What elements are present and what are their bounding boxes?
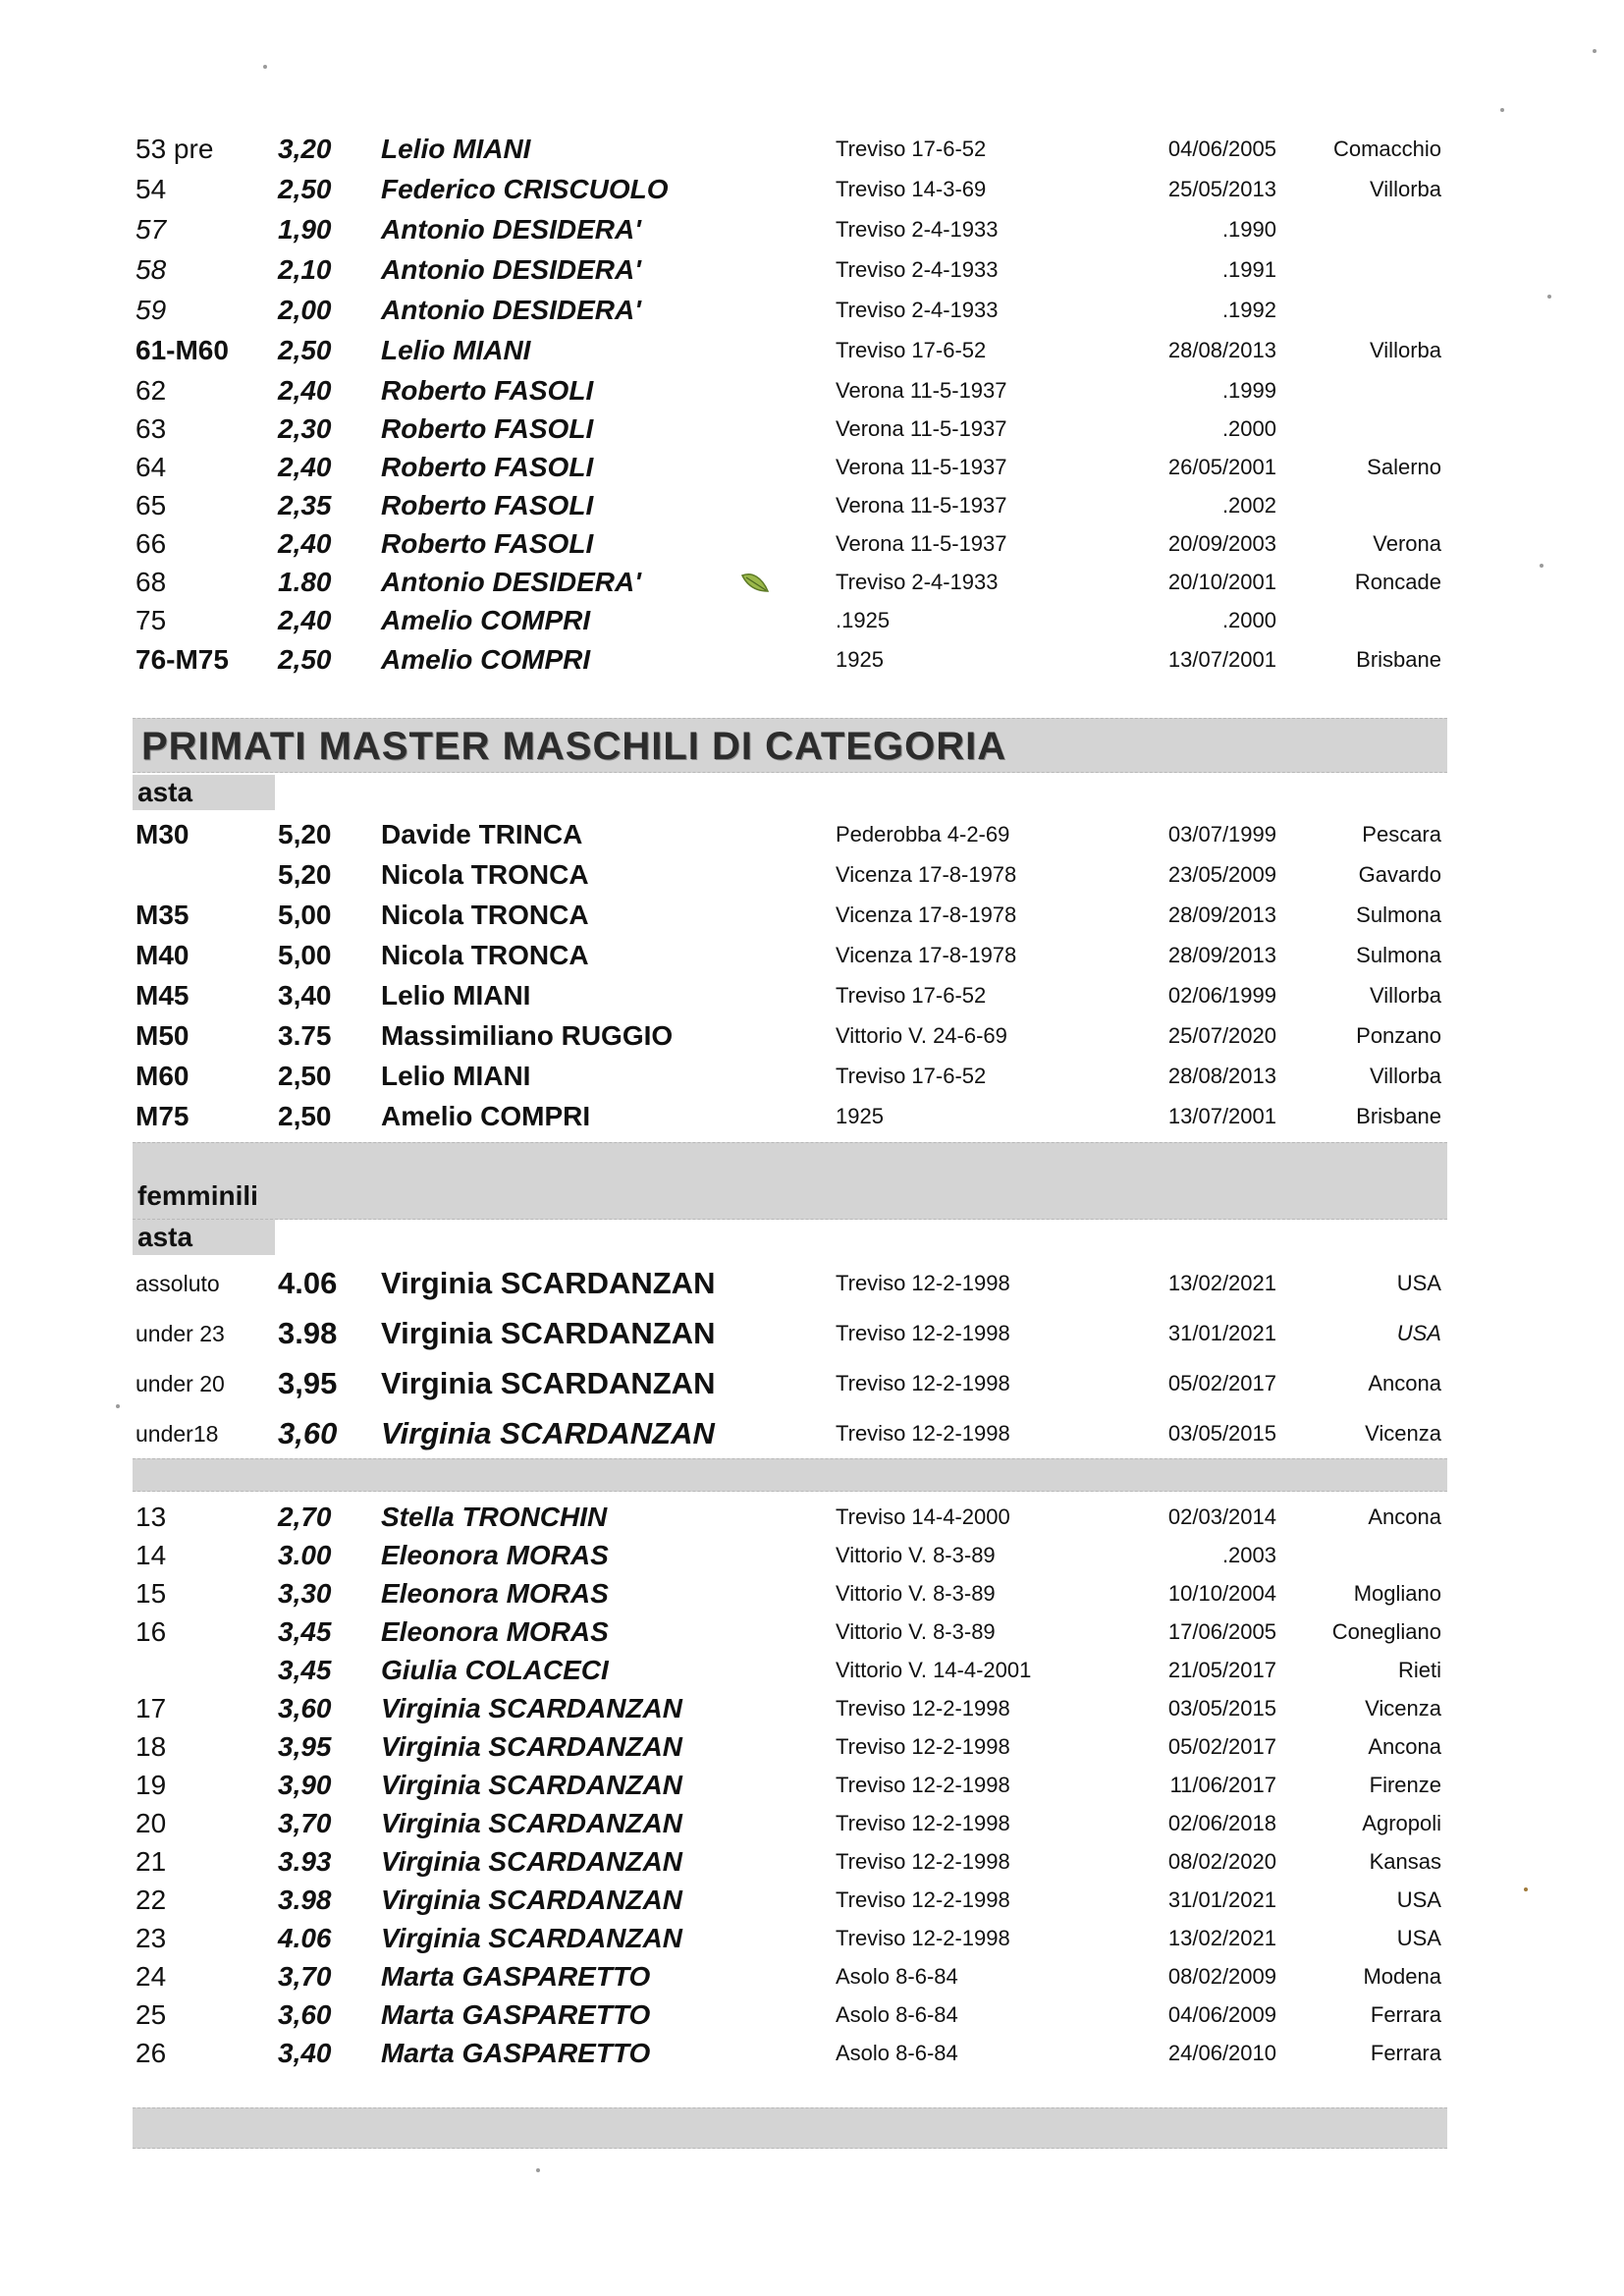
athlete-cell: Virginia SCARDANZAN xyxy=(381,1266,716,1300)
scan-speck xyxy=(1540,564,1543,568)
age-cell: under 23 xyxy=(135,1321,225,1346)
athlete-cell: Eleonora MORAS xyxy=(381,1578,609,1609)
birth-cell: 1925 xyxy=(836,647,884,672)
birth-cell: Treviso 14-4-2000 xyxy=(836,1504,1010,1529)
age-cell: 57 xyxy=(135,214,167,245)
date-cell: 25/07/2020 xyxy=(1167,1023,1276,1048)
category-label-asta-women: asta xyxy=(133,1220,275,1255)
scan-speck xyxy=(263,65,267,69)
place-cell: Ancona xyxy=(1368,1371,1441,1395)
age-cell: M45 xyxy=(135,980,189,1011)
date-cell: 13/07/2001 xyxy=(1167,1104,1276,1128)
measure-cell: 3,70 xyxy=(278,1961,332,1992)
birth-cell: Treviso 12-2-1998 xyxy=(836,1271,1010,1295)
age-cell: under18 xyxy=(135,1421,219,1447)
date-cell: 04/06/2005 xyxy=(1167,137,1276,161)
birth-cell: Asolo 8-6-84 xyxy=(836,2002,958,2027)
measure-cell: 2,10 xyxy=(278,254,332,285)
table-row xyxy=(0,1653,1624,1688)
place-cell: Ancona xyxy=(1368,1734,1441,1759)
date-cell: 02/06/2018 xyxy=(1167,1811,1276,1835)
athlete-cell: Nicola TRONCA xyxy=(381,859,589,890)
birth-cell: Treviso 12-2-1998 xyxy=(836,1371,1010,1395)
athlete-cell: Roberto FASOLI xyxy=(381,375,594,406)
age-cell: 13 xyxy=(135,1502,167,1532)
table-row xyxy=(0,1997,1624,2033)
age-cell: 15 xyxy=(135,1578,167,1609)
age-cell: M50 xyxy=(135,1020,189,1051)
table-row xyxy=(0,1500,1624,1535)
athlete-cell: Antonio DESIDERA' xyxy=(381,567,641,597)
place-cell: Modena xyxy=(1363,1964,1441,1989)
athlete-cell: Eleonora MORAS xyxy=(381,1616,609,1647)
birth-cell: .1925 xyxy=(836,608,891,632)
age-cell: 75 xyxy=(135,605,167,635)
birth-cell: Treviso 17-6-52 xyxy=(836,137,987,161)
date-cell: .2003 xyxy=(1221,1543,1276,1567)
table-row xyxy=(0,1316,1624,1351)
age-cell: 76-M75 xyxy=(135,644,229,675)
date-cell: 08/02/2009 xyxy=(1167,1964,1276,1989)
measure-cell: 3,70 xyxy=(278,1808,332,1838)
date-cell: 13/07/2001 xyxy=(1167,647,1276,672)
date-cell: .2000 xyxy=(1221,608,1276,632)
place-cell: Kansas xyxy=(1369,1849,1441,1874)
table-row xyxy=(0,1883,1624,1918)
category-label-femminili: femminili xyxy=(137,1180,258,1211)
athlete-cell: Virginia SCARDANZAN xyxy=(381,1770,682,1800)
place-cell: Sulmona xyxy=(1356,943,1441,967)
table-row xyxy=(0,1614,1624,1650)
athlete-cell: Antonio DESIDERA' xyxy=(381,214,641,245)
athlete-cell: Marta GASPARETTO xyxy=(381,1961,651,1992)
place-cell: Gavardo xyxy=(1358,862,1441,887)
age-cell: M75 xyxy=(135,1101,189,1131)
birth-cell: Pederobba 4-2-69 xyxy=(836,822,1010,847)
birth-cell: Treviso 12-2-1998 xyxy=(836,1926,1010,1950)
date-cell: 02/03/2014 xyxy=(1167,1504,1276,1529)
birth-cell: 1925 xyxy=(836,1104,884,1128)
place-cell: Verona xyxy=(1373,531,1441,556)
place-cell: Comacchio xyxy=(1332,137,1441,161)
scan-speck xyxy=(536,2168,540,2172)
category-label-asta: asta xyxy=(133,775,275,810)
athlete-cell: Virginia SCARDANZAN xyxy=(381,1316,716,1350)
measure-cell: 5,20 xyxy=(278,819,332,849)
table-row xyxy=(0,212,1624,247)
date-cell: 24/06/2010 xyxy=(1167,2041,1276,2065)
athlete-cell: Roberto FASOLI xyxy=(381,413,594,444)
table-row xyxy=(0,978,1624,1013)
measure-cell: 2,35 xyxy=(278,490,332,520)
measure-cell: 2,40 xyxy=(278,528,332,559)
date-cell: 28/09/2013 xyxy=(1167,902,1276,927)
measure-cell: 3.93 xyxy=(278,1846,332,1877)
birth-cell: Vicenza 17-8-1978 xyxy=(836,862,1017,887)
measure-cell: 4.06 xyxy=(278,1266,338,1300)
athlete-cell: Lelio MIANI xyxy=(381,980,531,1011)
measure-cell: 2,30 xyxy=(278,413,332,444)
age-cell: 25 xyxy=(135,1999,167,2030)
age-cell: 17 xyxy=(135,1693,167,1723)
birth-cell: Vittorio V. 24-6-69 xyxy=(836,1023,1007,1048)
athlete-cell: Lelio MIANI xyxy=(381,1061,531,1091)
table-row xyxy=(0,373,1624,409)
measure-cell: 3,90 xyxy=(278,1770,332,1800)
age-cell: 63 xyxy=(135,413,167,444)
age-cell: 62 xyxy=(135,375,167,406)
age-cell: 23 xyxy=(135,1923,167,1953)
place-cell: Ancona xyxy=(1368,1504,1441,1529)
date-cell: 17/06/2005 xyxy=(1167,1619,1276,1644)
birth-cell: Treviso 12-2-1998 xyxy=(836,1811,1010,1835)
measure-cell: 3,45 xyxy=(278,1616,332,1647)
birth-cell: Treviso 12-2-1998 xyxy=(836,1849,1010,1874)
place-cell: Mogliano xyxy=(1353,1581,1441,1606)
athlete-cell: Virginia SCARDANZAN xyxy=(381,1731,682,1762)
athlete-cell: Virginia SCARDANZAN xyxy=(381,1885,682,1915)
birth-cell: Treviso 17-6-52 xyxy=(836,338,987,362)
athlete-cell: Roberto FASOLI xyxy=(381,490,594,520)
scan-speck xyxy=(1500,108,1504,112)
place-cell: Roncade xyxy=(1354,570,1441,594)
birth-cell: Treviso 17-6-52 xyxy=(836,983,987,1008)
athlete-cell: Virginia SCARDANZAN xyxy=(381,1846,682,1877)
place-cell: Sulmona xyxy=(1356,902,1441,927)
date-cell: 03/05/2015 xyxy=(1167,1696,1276,1721)
birth-cell: Treviso 12-2-1998 xyxy=(836,1696,1010,1721)
measure-cell: 3.00 xyxy=(278,1540,332,1570)
age-cell: 54 xyxy=(135,174,167,204)
table-row xyxy=(0,2036,1624,2071)
table-row xyxy=(0,132,1624,167)
table-row xyxy=(0,252,1624,288)
date-cell: .1991 xyxy=(1221,257,1276,282)
measure-cell: 2,00 xyxy=(278,295,332,325)
birth-cell: Treviso 12-2-1998 xyxy=(836,1773,1010,1797)
athlete-cell: Virginia SCARDANZAN xyxy=(381,1366,716,1400)
age-cell: 64 xyxy=(135,452,167,482)
scan-speck xyxy=(1593,49,1597,53)
place-cell: Vicenza xyxy=(1365,1421,1441,1446)
place-cell: Conegliano xyxy=(1331,1619,1441,1644)
athlete-cell: Eleonora MORAS xyxy=(381,1540,609,1570)
table-row xyxy=(0,1729,1624,1765)
athlete-cell: Roberto FASOLI xyxy=(381,452,594,482)
place-cell: Agropoli xyxy=(1362,1811,1441,1835)
measure-cell: 3.75 xyxy=(278,1020,332,1051)
athlete-cell: Marta GASPARETTO xyxy=(381,1999,651,2030)
birth-cell: Treviso 17-6-52 xyxy=(836,1064,987,1088)
athlete-cell: Davide TRINCA xyxy=(381,819,583,849)
table-row xyxy=(0,1921,1624,1956)
measure-cell: 2,40 xyxy=(278,605,332,635)
birth-cell: Treviso 12-2-1998 xyxy=(836,1887,1010,1912)
measure-cell: 2,40 xyxy=(278,452,332,482)
athlete-cell: Antonio DESIDERA' xyxy=(381,295,641,325)
age-cell: 59 xyxy=(135,295,167,325)
table-row xyxy=(0,642,1624,678)
place-cell: Pescara xyxy=(1362,822,1441,847)
athlete-cell: Lelio MIANI xyxy=(381,134,531,164)
measure-cell: 3,60 xyxy=(278,1999,332,2030)
date-cell: 08/02/2020 xyxy=(1167,1849,1276,1874)
scan-speck xyxy=(1524,1887,1528,1891)
age-cell: 20 xyxy=(135,1808,167,1838)
date-cell: 05/02/2017 xyxy=(1167,1371,1276,1395)
date-cell: 04/06/2009 xyxy=(1167,2002,1276,2027)
bottom-band xyxy=(133,2107,1447,2149)
date-cell: .2000 xyxy=(1221,416,1276,441)
measure-cell: 2,50 xyxy=(278,1101,332,1131)
measure-cell: 5,00 xyxy=(278,940,332,970)
date-cell: 21/05/2017 xyxy=(1167,1658,1276,1682)
athlete-cell: Nicola TRONCA xyxy=(381,900,589,930)
separator-band xyxy=(133,1458,1447,1492)
table-row xyxy=(0,1266,1624,1301)
date-cell: 13/02/2021 xyxy=(1167,1926,1276,1950)
table-row xyxy=(0,603,1624,638)
place-cell: Villorba xyxy=(1370,338,1441,362)
age-cell: 16 xyxy=(135,1616,167,1647)
date-cell: 25/05/2013 xyxy=(1167,177,1276,201)
scan-speck xyxy=(116,1404,120,1408)
measure-cell: 1.80 xyxy=(278,567,332,597)
age-cell: M40 xyxy=(135,940,189,970)
measure-cell: 2,50 xyxy=(278,335,332,365)
age-cell: 22 xyxy=(135,1885,167,1915)
athlete-cell: Amelio COMPRI xyxy=(381,605,591,635)
date-cell: .2002 xyxy=(1221,493,1276,518)
athlete-cell: Amelio COMPRI xyxy=(381,644,591,675)
age-cell: 61-M60 xyxy=(135,335,229,365)
date-cell: 28/08/2013 xyxy=(1167,1064,1276,1088)
measure-cell: 1,90 xyxy=(278,214,332,245)
scan-speck xyxy=(1547,295,1551,299)
age-cell: 14 xyxy=(135,1540,167,1570)
age-cell: under 20 xyxy=(135,1371,225,1396)
athlete-cell: Nicola TRONCA xyxy=(381,940,589,970)
athlete-cell: Antonio DESIDERA' xyxy=(381,254,641,285)
measure-cell: 3,20 xyxy=(278,134,332,164)
date-cell: 23/05/2009 xyxy=(1167,862,1276,887)
table-row xyxy=(0,488,1624,523)
measure-cell: 3,60 xyxy=(278,1693,332,1723)
athlete-cell: Federico CRISCUOLO xyxy=(381,174,669,204)
birth-cell: Verona 11-5-1937 xyxy=(836,531,1007,556)
place-cell: Ponzano xyxy=(1356,1023,1441,1048)
birth-cell: Verona 11-5-1937 xyxy=(836,493,1007,518)
date-cell: 05/02/2017 xyxy=(1167,1734,1276,1759)
date-cell: .1990 xyxy=(1221,217,1276,242)
birth-cell: Vicenza 17-8-1978 xyxy=(836,943,1017,967)
place-cell: Ferrara xyxy=(1370,2002,1441,2027)
age-cell: 66 xyxy=(135,528,167,559)
date-cell: 26/05/2001 xyxy=(1167,455,1276,479)
age-cell: 21 xyxy=(135,1846,167,1877)
place-cell: Ferrara xyxy=(1370,2041,1441,2065)
athlete-cell: Roberto FASOLI xyxy=(381,528,594,559)
athlete-cell: Virginia SCARDANZAN xyxy=(381,1693,682,1723)
birth-cell: Treviso 12-2-1998 xyxy=(836,1421,1010,1446)
age-cell: 24 xyxy=(135,1961,167,1992)
table-row xyxy=(0,450,1624,485)
measure-cell: 2,50 xyxy=(278,644,332,675)
leaf-icon xyxy=(738,568,774,597)
age-cell: 68 xyxy=(135,567,167,597)
table-row xyxy=(0,172,1624,207)
measure-cell: 5,20 xyxy=(278,859,332,890)
measure-cell: 3,30 xyxy=(278,1578,332,1609)
birth-cell: Vicenza 17-8-1978 xyxy=(836,902,1017,927)
place-cell: USA xyxy=(1396,1321,1441,1345)
date-cell: 11/06/2017 xyxy=(1169,1773,1276,1797)
measure-cell: 3,40 xyxy=(278,2038,332,2068)
birth-cell: Vittorio V. 8-3-89 xyxy=(836,1543,996,1567)
place-cell: Villorba xyxy=(1370,1064,1441,1088)
table-row xyxy=(0,1959,1624,1995)
measure-cell: 3,60 xyxy=(278,1416,338,1450)
date-cell: 31/01/2021 xyxy=(1167,1887,1276,1912)
table-row xyxy=(0,938,1624,973)
athlete-cell: Amelio COMPRI xyxy=(381,1101,591,1131)
athlete-cell: Lelio MIANI xyxy=(381,335,531,365)
date-cell: .1999 xyxy=(1221,378,1276,403)
table-row xyxy=(0,1576,1624,1612)
age-cell: 65 xyxy=(135,490,167,520)
age-cell: 58 xyxy=(135,254,167,285)
date-cell: .1992 xyxy=(1221,298,1276,322)
birth-cell: Vittorio V. 14-4-2001 xyxy=(836,1658,1032,1682)
age-cell: M35 xyxy=(135,900,189,930)
measure-cell: 2,50 xyxy=(278,174,332,204)
table-row xyxy=(0,1538,1624,1573)
place-cell: Firenze xyxy=(1369,1773,1441,1797)
athlete-cell: Virginia SCARDANZAN xyxy=(381,1923,682,1953)
table-row xyxy=(0,1806,1624,1841)
table-row xyxy=(0,411,1624,447)
table-row xyxy=(0,1018,1624,1054)
measure-cell: 3,95 xyxy=(278,1731,332,1762)
age-cell: 19 xyxy=(135,1770,167,1800)
place-cell: USA xyxy=(1396,1926,1441,1950)
athlete-cell: Virginia SCARDANZAN xyxy=(381,1808,682,1838)
table-row xyxy=(0,293,1624,328)
birth-cell: Treviso 2-4-1933 xyxy=(836,257,999,282)
table-row xyxy=(0,1768,1624,1803)
measure-cell: 3.98 xyxy=(278,1885,332,1915)
place-cell: Villorba xyxy=(1370,983,1441,1008)
measure-cell: 3,40 xyxy=(278,980,332,1011)
place-cell: Vicenza xyxy=(1365,1696,1441,1721)
athlete-cell: Marta GASPARETTO xyxy=(381,2038,651,2068)
measure-cell: 2,70 xyxy=(278,1502,332,1532)
place-cell: USA xyxy=(1396,1887,1441,1912)
measure-cell: 2,40 xyxy=(278,375,332,406)
measure-cell: 3,95 xyxy=(278,1366,338,1400)
table-row xyxy=(0,1691,1624,1726)
measure-cell: 3.98 xyxy=(278,1316,338,1350)
age-cell: 26 xyxy=(135,2038,167,2068)
date-cell: 20/09/2003 xyxy=(1167,531,1276,556)
date-cell: 10/10/2004 xyxy=(1167,1581,1276,1606)
birth-cell: Treviso 2-4-1933 xyxy=(836,298,999,322)
date-cell: 28/09/2013 xyxy=(1167,943,1276,967)
table-row xyxy=(0,1059,1624,1094)
table-row xyxy=(0,526,1624,562)
athlete-cell: Stella TRONCHIN xyxy=(381,1502,608,1532)
age-cell: assoluto xyxy=(135,1271,220,1296)
table-row xyxy=(0,1416,1624,1451)
athlete-cell: Virginia SCARDANZAN xyxy=(381,1416,715,1450)
athlete-cell: Giulia COLACECI xyxy=(381,1655,609,1685)
measure-cell: 2,50 xyxy=(278,1061,332,1091)
place-cell: Brisbane xyxy=(1356,1104,1441,1128)
place-cell: Rieti xyxy=(1397,1658,1441,1682)
table-row xyxy=(0,333,1624,368)
table-row xyxy=(0,898,1624,933)
place-cell: USA xyxy=(1396,1271,1441,1295)
birth-cell: Treviso 12-2-1998 xyxy=(836,1734,1010,1759)
birth-cell: Treviso 12-2-1998 xyxy=(836,1321,1010,1345)
section-title: PRIMATI MASTER MASCHILI DI CATEGORIA xyxy=(141,725,1007,768)
birth-cell: Asolo 8-6-84 xyxy=(836,2041,958,2065)
birth-cell: Verona 11-5-1937 xyxy=(836,455,1007,479)
table-row xyxy=(0,857,1624,893)
measure-cell: 4.06 xyxy=(278,1923,332,1953)
place-cell: Salerno xyxy=(1367,455,1441,479)
place-cell: Villorba xyxy=(1370,177,1441,201)
date-cell: 28/08/2013 xyxy=(1167,338,1276,362)
birth-cell: Verona 11-5-1937 xyxy=(836,378,1007,403)
table-row xyxy=(0,1844,1624,1880)
date-cell: 31/01/2021 xyxy=(1167,1321,1276,1345)
birth-cell: Asolo 8-6-84 xyxy=(836,1964,958,1989)
table-row xyxy=(0,1099,1624,1134)
birth-cell: Treviso 2-4-1933 xyxy=(836,217,999,242)
date-cell: 03/07/1999 xyxy=(1167,822,1276,847)
place-cell: Brisbane xyxy=(1356,647,1441,672)
birth-cell: Vittorio V. 8-3-89 xyxy=(836,1581,996,1606)
date-cell: 03/05/2015 xyxy=(1167,1421,1276,1446)
age-cell: M30 xyxy=(135,819,189,849)
table-row xyxy=(0,817,1624,852)
measure-cell: 5,00 xyxy=(278,900,332,930)
date-cell: 13/02/2021 xyxy=(1167,1271,1276,1295)
birth-cell: Treviso 2-4-1933 xyxy=(836,570,999,594)
birth-cell: Treviso 14-3-69 xyxy=(836,177,987,201)
measure-cell: 3,45 xyxy=(278,1655,332,1685)
birth-cell: Verona 11-5-1937 xyxy=(836,416,1007,441)
date-cell: 20/10/2001 xyxy=(1167,570,1276,594)
age-cell: 18 xyxy=(135,1731,167,1762)
birth-cell: Vittorio V. 8-3-89 xyxy=(836,1619,996,1644)
date-cell: 02/06/1999 xyxy=(1167,983,1276,1008)
table-row xyxy=(0,1366,1624,1401)
table-row xyxy=(0,565,1624,600)
athlete-cell: Massimiliano RUGGIO xyxy=(381,1020,674,1051)
age-cell: 53 pre xyxy=(135,134,214,164)
age-cell: M60 xyxy=(135,1061,189,1091)
